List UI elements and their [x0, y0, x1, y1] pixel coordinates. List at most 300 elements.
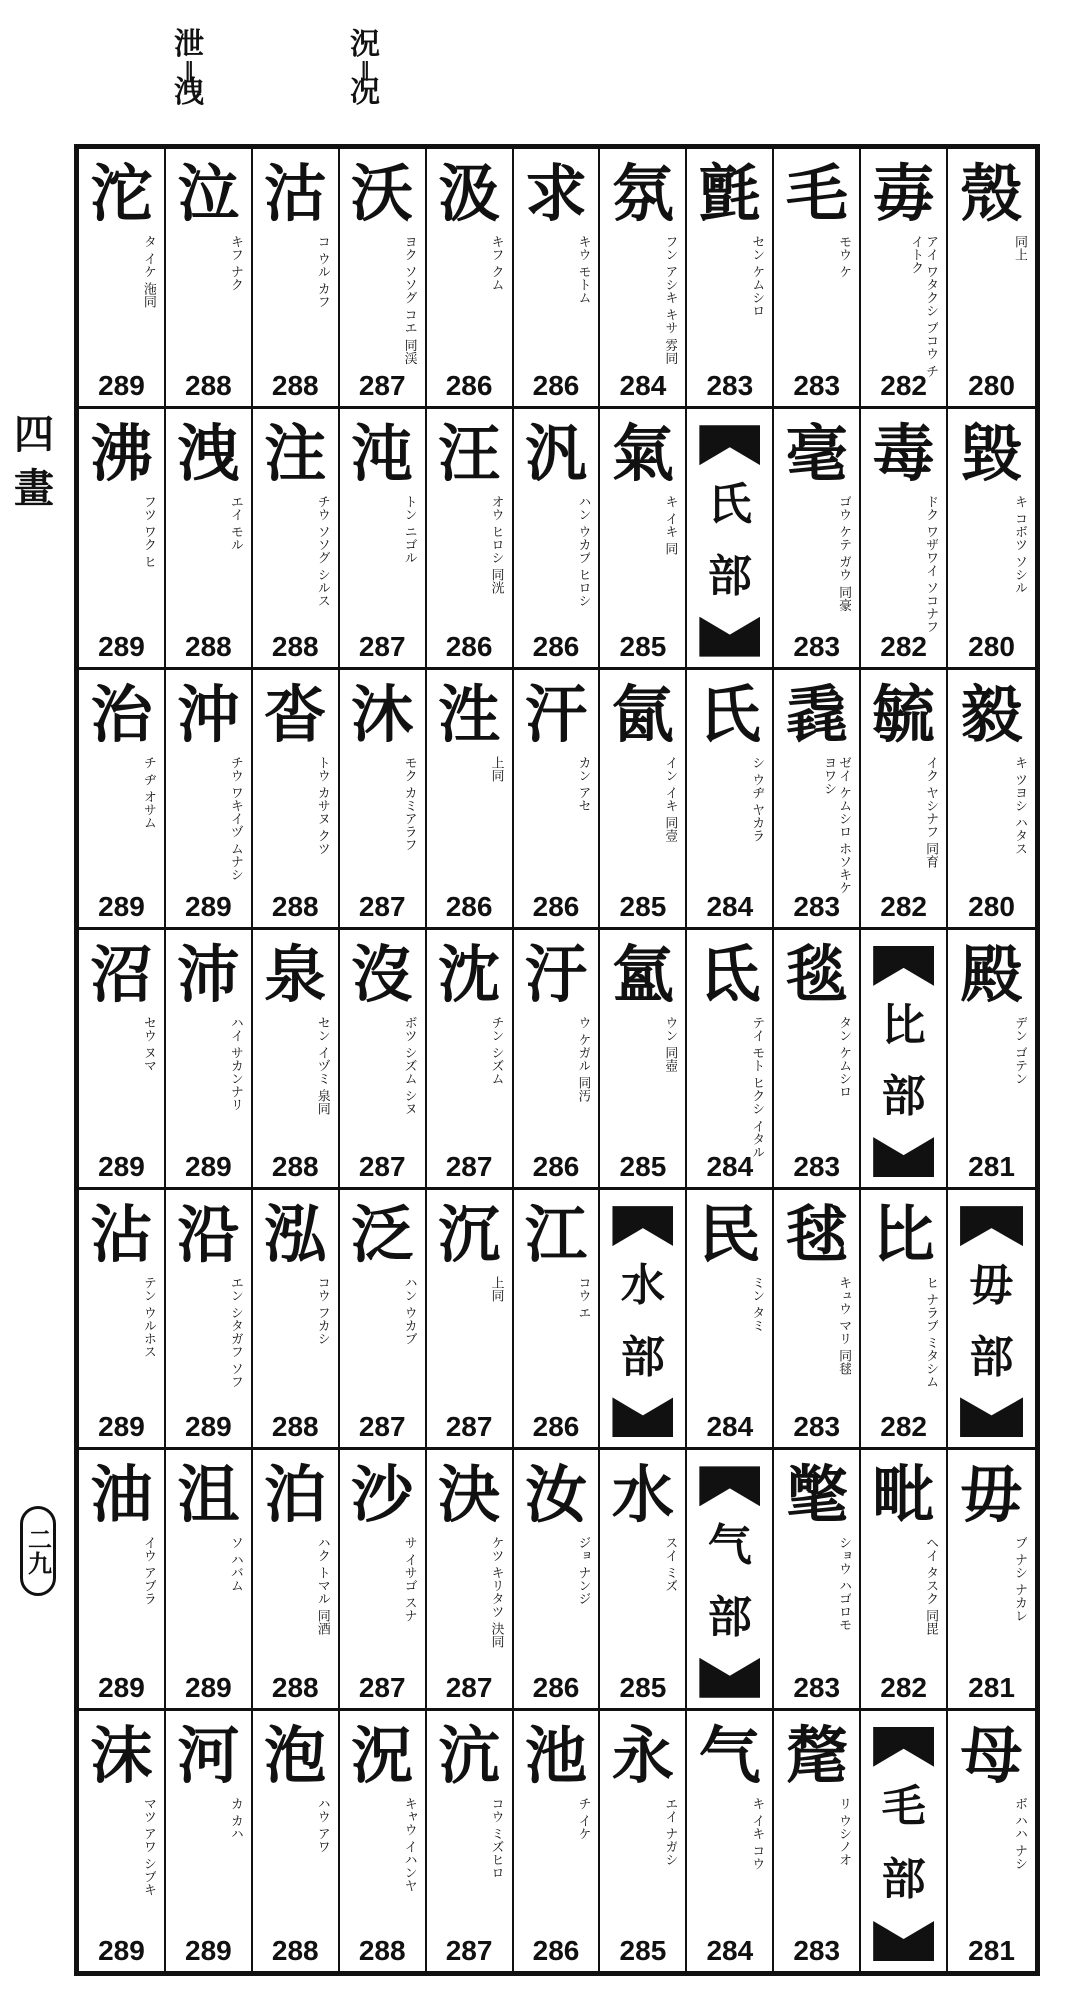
entry-number: 284 — [706, 1411, 754, 1443]
kanji-char: 注 — [264, 417, 327, 491]
kanji-char: 泉 — [264, 937, 327, 1011]
kanji-reading: ミン タミ — [749, 1276, 765, 1333]
entry-number: 284 — [706, 890, 754, 922]
kanji-entry — [514, 670, 601, 930]
entry-number: 287 — [358, 630, 406, 662]
kanji-entry — [861, 670, 948, 930]
radical-header-cell — [861, 1711, 948, 1971]
radical-header-cell — [948, 1190, 1035, 1450]
kanji-reading: チン シズム — [488, 1015, 504, 1085]
kanji-char: 池 — [524, 1718, 587, 1792]
kanji-entry — [948, 930, 1035, 1190]
radical-header-cell — [687, 409, 774, 669]
kanji-reading: チウ ソソグ シルス — [314, 495, 330, 608]
radical-banner — [873, 1727, 934, 1961]
radical-char: 毋 — [969, 1259, 1014, 1311]
kanji-char: 江 — [524, 1198, 587, 1272]
kanji-char: 泛 — [351, 1198, 414, 1272]
kanji-entry — [687, 670, 774, 930]
top-note-right — [350, 27, 380, 110]
entry-number: 286 — [445, 890, 493, 922]
radical-bu: 部 — [969, 1331, 1014, 1383]
entry-number: 289 — [185, 1934, 232, 1966]
kanji-entry — [253, 670, 340, 930]
banner-top-shape — [873, 946, 934, 986]
radical-char: 水 — [620, 1259, 665, 1311]
kanji-char: 油 — [90, 1458, 153, 1532]
kanji-entry — [861, 1450, 948, 1710]
entry-number: 289 — [185, 1151, 232, 1183]
entry-number: 284 — [706, 1151, 754, 1183]
entry-number: 289 — [98, 890, 145, 922]
kanji-reading: ヘイ タスク 同毘 — [923, 1536, 939, 1636]
kanji-char: 毐 — [872, 157, 935, 230]
entry-number: 288 — [185, 370, 232, 402]
kanji-reading: キフ クム — [488, 235, 504, 292]
entry-number: 286 — [532, 1671, 580, 1703]
entry-number: 289 — [98, 1411, 145, 1443]
banner-top-shape — [699, 425, 760, 465]
entry-number: 283 — [793, 370, 841, 402]
entry-number: 288 — [271, 1151, 319, 1183]
kanji-entry — [427, 670, 514, 930]
kanji-char: 泊 — [264, 1458, 327, 1532]
kanji-reading: キャウ イハンヤ — [401, 1796, 417, 1892]
entry-number: 281 — [968, 1671, 1015, 1703]
entry-number: 287 — [358, 370, 406, 402]
entry-number: 282 — [880, 1411, 927, 1443]
entry-number: 284 — [619, 370, 667, 402]
kanji-entry — [600, 1450, 687, 1710]
entry-number: 281 — [968, 1934, 1015, 1966]
kanji-entry — [948, 149, 1035, 409]
entry-number: 283 — [793, 1151, 841, 1183]
entry-number: 284 — [706, 1934, 754, 1966]
kanji-char: 殼 — [960, 157, 1023, 230]
kanji-entry — [861, 149, 948, 409]
note-equals: ‖ — [360, 57, 370, 81]
kanji-entry — [600, 409, 687, 669]
kanji-reading: ハイ サカンナリ — [227, 1015, 243, 1111]
entry-number: 287 — [358, 1411, 406, 1443]
kanji-char: 毋 — [960, 1458, 1023, 1532]
kanji-reading: セン ケムシロ — [749, 235, 765, 318]
entry-number: 282 — [880, 630, 927, 662]
kanji-char: 毬 — [785, 1198, 848, 1272]
kanji-reading: ゴウ ケテ ガウ 同豪 — [836, 495, 852, 612]
kanji-char: 泓 — [264, 1198, 327, 1272]
kanji-reading: オウ ヒロシ 同洸 — [488, 495, 504, 595]
kanji-entry — [774, 1450, 861, 1710]
kanji-char: 沮 — [177, 1458, 240, 1532]
entry-number: 286 — [532, 890, 580, 922]
kanji-reading: セウ ヌマ — [140, 1015, 156, 1072]
kanji-char: 毓 — [872, 677, 935, 751]
radical-banner — [873, 946, 934, 1177]
entry-number: 289 — [185, 1411, 232, 1443]
kanji-entry — [514, 1190, 601, 1450]
kanji-reading: フツ ワク ヒ — [140, 495, 156, 569]
kanji-reading: コウ ミズヒロ — [488, 1796, 504, 1879]
kanji-char: 殿 — [960, 937, 1023, 1011]
kanji-reading: テイ モト ヒクシ イタル — [749, 1015, 765, 1159]
kanji-char: 泣 — [177, 157, 240, 230]
kanji-entry — [427, 149, 514, 409]
kanji-reading: ゼイ ケムシロ ホソキケ ヨワシ — [821, 755, 852, 894]
kanji-entry — [79, 1190, 166, 1450]
kanji-char: 氳 — [611, 937, 674, 1011]
kanji-reading: ケツ キリタツ 決同 — [488, 1536, 504, 1649]
kanji-entry — [514, 1711, 601, 1971]
kanji-char: 气 — [698, 1718, 761, 1792]
banner-bottom-shape — [699, 1658, 760, 1698]
kanji-char: 沙 — [351, 1458, 414, 1532]
kanji-entry — [79, 149, 166, 409]
kanji-char: 沓 — [264, 677, 327, 751]
kanji-entry — [948, 670, 1035, 930]
radical-char: 比 — [881, 999, 926, 1051]
kanji-entry — [253, 149, 340, 409]
kanji-char: 汪 — [438, 417, 501, 491]
kanji-char: 沸 — [90, 417, 153, 491]
kanji-entry — [166, 1190, 253, 1450]
entry-number: 289 — [98, 1151, 145, 1183]
kanji-char: 民 — [698, 1198, 761, 1272]
entry-number: 289 — [98, 630, 145, 662]
note-top-char: 況 — [350, 27, 380, 62]
kanji-char: 氛 — [611, 157, 674, 230]
kanji-char: 氅 — [785, 1458, 848, 1532]
kanji-reading: イウ アブラ — [140, 1536, 156, 1606]
kanji-entry — [948, 1450, 1035, 1710]
kanji-char: 汙 — [524, 937, 587, 1011]
entry-number: 288 — [271, 890, 319, 922]
banner-bottom-shape — [873, 1137, 934, 1177]
entry-number: 285 — [619, 1151, 667, 1183]
kanji-entry — [79, 409, 166, 669]
page-number-badge — [20, 1506, 56, 1596]
kanji-char: 汗 — [524, 677, 587, 751]
radical-label — [960, 1250, 1023, 1393]
banner-top-shape — [960, 1206, 1023, 1246]
entry-number: 283 — [793, 1934, 841, 1966]
note-bottom-char: 洩 — [174, 75, 204, 110]
kanji-reading: キ コボツ ソシル — [1011, 495, 1027, 595]
radical-banner — [612, 1206, 673, 1437]
radical-header-cell — [861, 930, 948, 1190]
kanji-entry — [166, 149, 253, 409]
kanji-reading: マツ アワ シブキ — [140, 1796, 156, 1896]
kanji-entry — [253, 409, 340, 669]
kanji-entry — [340, 1190, 427, 1450]
radical-banner — [960, 1206, 1023, 1437]
kanji-entry — [340, 409, 427, 669]
banner-bottom-shape — [960, 1397, 1023, 1437]
kanji-entry — [166, 1711, 253, 1971]
kanji-entry — [774, 1711, 861, 1971]
entry-number: 288 — [271, 370, 319, 402]
entry-number: 283 — [793, 630, 841, 662]
kanji-reading: スイ ミズ — [662, 1536, 678, 1593]
entry-number: 282 — [880, 890, 927, 922]
kanji-reading: イク ヤシナフ 同育 — [923, 755, 939, 868]
entry-number: 285 — [619, 1671, 667, 1703]
radical-bu: 部 — [881, 1854, 926, 1906]
radical-label — [873, 1771, 934, 1917]
kanji-entry — [427, 1711, 514, 1971]
kanji-entry — [166, 409, 253, 669]
kanji-reading: キウ モトム — [575, 235, 591, 305]
kanji-entry — [774, 1190, 861, 1450]
kanji-reading: ショウ ハゴロモ — [836, 1536, 852, 1632]
entry-number: 286 — [532, 1934, 580, 1966]
kanji-entry — [166, 930, 253, 1190]
kanji-index-grid — [74, 144, 1040, 1976]
kanji-reading: サ イサゴ スナ — [401, 1536, 417, 1623]
kanji-char: 氣 — [611, 417, 674, 491]
kanji-reading: エイ モル — [227, 495, 243, 552]
kanji-char: 毛 — [785, 157, 848, 230]
kanji-char: 沛 — [177, 937, 240, 1011]
radical-char: 氏 — [707, 479, 752, 531]
entry-number: 280 — [968, 370, 1015, 402]
kanji-reading: コウ エ — [575, 1276, 591, 1320]
kanji-entry — [600, 670, 687, 930]
kanji-entry — [774, 149, 861, 409]
kanji-char: 母 — [960, 1718, 1023, 1792]
kanji-entry — [774, 670, 861, 930]
kanji-entry — [600, 1711, 687, 1971]
top-note-left — [174, 27, 204, 110]
banner-bottom-shape — [699, 617, 760, 657]
kanji-entry — [253, 930, 340, 1190]
entry-number: 282 — [880, 1671, 927, 1703]
kanji-reading: キ イキ コウ — [749, 1796, 765, 1870]
entry-number: 288 — [185, 630, 232, 662]
entry-number: 287 — [358, 890, 406, 922]
kanji-entry — [861, 409, 948, 669]
entry-number: 288 — [271, 1411, 319, 1443]
kanji-reading: トン ニゴル — [401, 495, 417, 565]
kanji-reading: アイ ワタクシ ブコウ チイトク — [908, 235, 939, 378]
kanji-char: 毀 — [960, 417, 1023, 491]
radical-bu: 部 — [881, 1071, 926, 1123]
kanji-entry — [253, 1711, 340, 1971]
kanji-reading: チ ヂ オサム — [140, 755, 156, 829]
stroke-char: 畫 — [14, 465, 54, 512]
kanji-entry — [79, 670, 166, 930]
entry-number: 286 — [445, 630, 493, 662]
entry-number: 286 — [532, 370, 580, 402]
kanji-entry — [166, 670, 253, 930]
entry-number: 286 — [445, 370, 493, 402]
kanji-reading: ジョ ナンジ — [575, 1536, 591, 1606]
entry-number: 287 — [445, 1934, 493, 1966]
kanji-char: 洩 — [177, 417, 240, 491]
kanji-char: 沌 — [351, 417, 414, 491]
kanji-char: 毫 — [785, 417, 848, 491]
kanji-reading: カ カハ — [227, 1796, 243, 1840]
stroke-char: 四 — [14, 411, 54, 458]
kanji-reading: 同上 — [1011, 235, 1027, 261]
radical-char: 毛 — [881, 1781, 926, 1833]
kanji-reading: ウ ケガル 同汚 — [575, 1015, 591, 1103]
kanji-reading: ボ ハハ ナシ — [1011, 1796, 1027, 1870]
radical-bu: 部 — [620, 1331, 665, 1383]
kanji-reading: コウ フカシ — [314, 1276, 330, 1346]
kanji-reading: ブ ナシ ナカレ — [1011, 1536, 1027, 1623]
kanji-reading: デン ゴテン — [1011, 1015, 1027, 1085]
entry-number: 286 — [532, 1151, 580, 1183]
radical-bu: 部 — [707, 1591, 752, 1643]
kanji-reading: キ ツヨシ ハタス — [1011, 755, 1027, 855]
kanji-reading: チ イケ — [575, 1796, 591, 1840]
note-top-char: 泄 — [174, 27, 204, 62]
kanji-char: 毯 — [785, 937, 848, 1011]
kanji-entry — [427, 409, 514, 669]
kanji-reading: チウ ワキイヅ ムナシ — [227, 755, 243, 881]
kanji-char: 氐 — [698, 937, 761, 1011]
radical-header-cell — [600, 1190, 687, 1450]
entry-number: 282 — [880, 370, 927, 402]
stroke-count-label — [14, 408, 54, 516]
kanji-char: 沾 — [90, 1198, 153, 1272]
kanji-entry — [861, 1190, 948, 1450]
kanji-entry — [687, 1190, 774, 1450]
entry-number: 288 — [271, 1671, 319, 1703]
kanji-char: 求 — [524, 157, 587, 230]
kanji-char: 氤 — [611, 677, 674, 751]
kanji-entry — [253, 1190, 340, 1450]
kanji-reading: ボツ シズム シヌ — [401, 1015, 417, 1116]
entry-number: 289 — [98, 370, 145, 402]
entry-number: 287 — [445, 1411, 493, 1443]
kanji-reading: カン アセ — [575, 755, 591, 812]
kanji-entry — [600, 930, 687, 1190]
entry-number: 280 — [968, 890, 1015, 922]
entry-number: 280 — [968, 630, 1015, 662]
kanji-entry — [427, 1190, 514, 1450]
kanji-entry — [687, 1711, 774, 1971]
kanji-reading: ハク トマル 同酒 — [314, 1536, 330, 1636]
kanji-reading: ヒ ナラブ ミタシム — [923, 1276, 939, 1389]
kanji-entry — [514, 409, 601, 669]
kanji-reading: タ イケ 沲同 — [140, 235, 156, 309]
kanji-reading: タン ケムシロ — [836, 1015, 852, 1098]
kanji-entry — [340, 1711, 427, 1971]
kanji-reading: モク カミアラフ — [401, 755, 417, 851]
kanji-char: 沐 — [351, 677, 414, 751]
kanji-char: 沖 — [177, 677, 240, 751]
kanji-entry — [600, 149, 687, 409]
kanji-char: 沈 — [438, 937, 501, 1011]
entry-number: 289 — [185, 890, 232, 922]
kanji-char: 氈 — [698, 157, 761, 230]
kanji-char: 氂 — [785, 1718, 848, 1792]
kanji-reading: 上同 — [488, 1276, 504, 1303]
kanji-char: 汲 — [438, 157, 501, 230]
kanji-char: 水 — [611, 1458, 674, 1532]
radical-bu: 部 — [707, 550, 752, 602]
kanji-reading: ハウ アワ — [314, 1796, 330, 1853]
kanji-reading: 上同 — [488, 755, 504, 782]
kanji-entry — [427, 930, 514, 1190]
kanji-char: 永 — [611, 1718, 674, 1792]
kanji-entry — [774, 409, 861, 669]
kanji-entry — [340, 930, 427, 1190]
entry-number: 289 — [98, 1934, 145, 1966]
note-equals: ‖ — [184, 57, 194, 81]
entry-number: 287 — [358, 1151, 406, 1183]
kanji-reading: リ ウシノオ — [836, 1796, 852, 1866]
banner-top-shape — [873, 1727, 934, 1767]
kanji-char: 毳 — [785, 677, 848, 751]
kanji-char: 沿 — [177, 1198, 240, 1272]
entry-number: 285 — [619, 630, 667, 662]
kanji-reading: トウ カサヌ クツ — [314, 755, 330, 855]
kanji-char: 況 — [351, 1718, 414, 1792]
kanji-entry — [948, 409, 1035, 669]
kanji-reading: コ ウル カフ — [314, 235, 330, 309]
kanji-char: 河 — [177, 1718, 240, 1792]
entry-number: 289 — [98, 1671, 145, 1703]
kanji-entry — [79, 1450, 166, 1710]
entry-number: 289 — [185, 1671, 232, 1703]
kanji-char: 毅 — [960, 677, 1023, 751]
radical-label — [699, 469, 760, 612]
kanji-reading: テン ウルホス — [140, 1276, 156, 1359]
entry-number: 283 — [793, 890, 841, 922]
entry-number: 288 — [271, 630, 319, 662]
kanji-reading: シ ウヂ ヤカラ — [749, 755, 765, 842]
kanji-char: 沆 — [438, 1718, 501, 1792]
page-number: 二九 — [23, 1527, 53, 1575]
entry-number: 285 — [619, 890, 667, 922]
radical-label — [873, 990, 934, 1133]
kanji-char: 沼 — [90, 937, 153, 1011]
kanji-entry — [427, 1450, 514, 1710]
kanji-reading: エン シタガフ ソフ — [227, 1276, 243, 1389]
kanji-char: 沉 — [438, 1198, 501, 1272]
kanji-char: 沽 — [264, 157, 327, 230]
radical-banner — [699, 425, 760, 656]
kanji-entry — [79, 930, 166, 1190]
kanji-reading: イン イキ 同壹 — [662, 755, 678, 842]
kanji-char: 泩 — [438, 677, 501, 751]
note-bottom-char: 况 — [350, 75, 380, 110]
kanji-reading: キ イキ 同 — [662, 495, 678, 556]
kanji-entry — [340, 670, 427, 930]
kanji-entry — [514, 149, 601, 409]
kanji-char: 比 — [872, 1198, 935, 1272]
entry-number: 286 — [532, 1411, 580, 1443]
kanji-entry — [166, 1450, 253, 1710]
kanji-reading: セン イヅミ 泉同 — [314, 1015, 330, 1116]
entry-number: 288 — [358, 1934, 406, 1966]
kanji-reading: ヨク ソソグ コエ 同渓 — [401, 235, 417, 365]
kanji-char: 沱 — [90, 157, 153, 230]
kanji-char: 治 — [90, 677, 153, 751]
radical-label — [699, 1510, 760, 1653]
banner-top-shape — [699, 1466, 760, 1506]
kanji-reading: ウン 同壺 — [662, 1015, 678, 1072]
entry-number: 287 — [358, 1671, 406, 1703]
kanji-entry — [687, 930, 774, 1190]
radical-banner — [699, 1466, 760, 1697]
banner-bottom-shape — [612, 1397, 673, 1437]
kanji-reading: キュウ マリ 同毬 — [836, 1276, 852, 1376]
kanji-char: 汎 — [524, 417, 587, 491]
